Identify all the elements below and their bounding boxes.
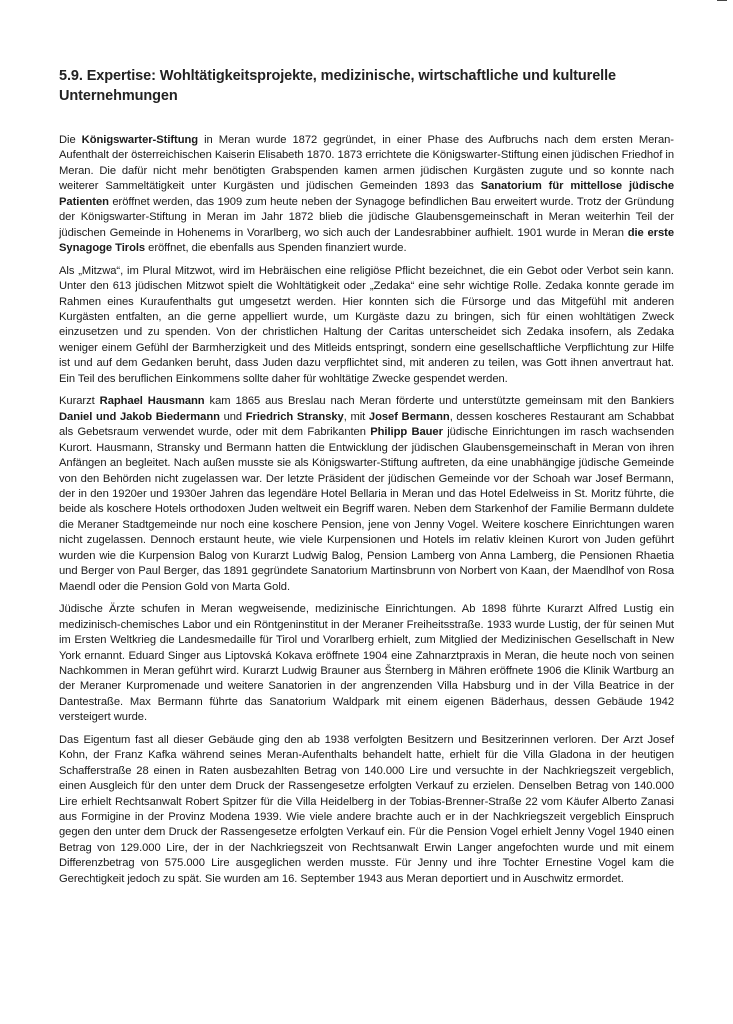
paragraph-mitzwa-zedaka — [59, 264, 674, 388]
paragraph-juedische-aerzte — [59, 602, 674, 726]
document-body — [59, 133, 674, 887]
section-heading: 5.9. Expertise: Wohltätigkeitsprojekte, medizinische, wirtschaftliche und kulturelle Unternehmungen — [59, 68, 616, 104]
bold-term: die erste Synagoge Tirols — [59, 226, 674, 255]
scan-corner-mark — [717, 0, 727, 1]
document-page — [59, 0, 674, 887]
bold-term: Daniel und Jakob Biedermann — [59, 410, 220, 423]
bold-term: Josef Bermann — [368, 410, 450, 423]
text-run: Das Eigentum fast all dieser Gebäude ging den ab 1938 verfolgten Besitzern und Besitzerinnen verloren. Der Arzt Josef Kohn, der Franz Kafka während seines Meran-Aufenthalts behandelt hatte, erhielt für die Villa Gladona in der heutigen Schafferstraße 28 einen in Raten ausbezahlten Betrag von 140.000 Lire und versuchte in der Nachkriegszeit vergeblich, einen Ausgleich für den unter dem Druck der Rassengesetze erfolgten Verkauf zu erzielen. Denselben Betrag von 140.000 Lire erhielt Rechtsanwalt Robert Spitzer für die Villa Heidelberg in der Tobias-Brenner-Straße 22 vom Käufer Alberto Zanasi aus Formigine in der Provinz Modena 1939. Wie viele andere brachte auch er in der Nachkriegszeit vergeblich Einspruch gegen den unter dem Druck der Rassengesetze erfolgten Verkauf ein. Für die Pension Vogel erhielt Jenny Vogel 1940 einen Betrag von 129.000 Lire, der in der Nachkriegszeit von Rechtsanwalt Erwin Langer angefochten wurde und mit einem Differenzbetrag von 575.000 Lire ausgeglichen werden musste. Für Jenny und ihre Tochter Ernestine Vogel kam die Gerechtigkeit jedoch zu spät. Sie wurden am 16. September 1943 aus Meran deportiert und in Auschwitz ermordet. — [59, 733, 674, 885]
text-run: Jüdische Ärzte schufen in Meran wegweisende, medizinische Einrichtungen. Ab 1898 führte Kurarzt Alfred Lustig ein medizinisch-chemisches Labor und ein Röntgeninstitut in der Meraner Freiheitsstraße. 1933 wurde Lustig, der für seinen Mut im Ersten Weltkrieg die Landesmedaille für Tirol und Vorarlberg erhielt, zum Mitglied der Medizinischen Gesellschaft in New York ernannt. Eduard Singer aus Liptovská Kokava eröffnete 1904 eine Zahnarztpraxis in Meran, die heute noch von seinen Nachkommen in Meran geführt wird. Kurarzt Ludwig Brauner aus Šternberg in Mähren eröffnete 1906 die Klinik Wartburg an der Meraner Kurpromenade und weitere Sanatorien in der angrenzenden Villa Habsburg und in der Villa Beatrice in der Dantestraße. Max Bermann führte das Sanatorium Waldpark mit einem eigenen Bäderhaus, dessen Gebäude 1942 versteigert wurde. — [59, 603, 674, 724]
text-run: , dessen koscheres Restaurant am Schabbat als Gebetsraum verwendet wurde, oder mit dem Fabrikanten — [59, 410, 674, 439]
text-run: in Meran wurde 1872 gegründet, in einer Phase des Aufbruchs nach dem ersten Meran-Aufenthalt der österreichischen Kaiserin Elisabeth 1870. 1873 errichtete die Königswarter-Stiftung einen jüdischen Friedhof in Meran. Die dafür nicht mehr benötigten Grabspenden kamen armen jüdischen Kurgästen zugute und so konnte nach weiterer Sammeltätigkeit unter Kurgästen und jüdischen Gemeinden 1893 das — [59, 134, 674, 193]
text-run: eröffnet, die ebenfalls aus Spenden finanziert wurde. — [145, 242, 407, 255]
text-run: Die — [59, 134, 82, 146]
text-run: kam 1865 aus Breslau nach Meran förderte und unterstützte gemeinsam mit den Bankiers — [204, 395, 674, 408]
text-run: jüdische Einrichtungen im rasch wachsenden Kurort. Hausmann, Stransky und Bermann hatten die Entwicklung der jüdischen Glaubensgemeinschaft in Meran von ihren Anfängen an begleitet. Nach außen musste sie als Königswarter-Stiftung auftreten, da eine unabhängige jüdische Gemeinde von den Behörden nicht zugelassen war. Der letzte Präsident der jüdischen Gemeinde vor der Schoah war Josef Bermann, der in den 1920er und 1930er Jahren das legendäre Hotel Bellaria in Meran und das Hotel Edelweiss in St. Moritz führte, die beide als koschere Hotels orthodoxen Juden weltweit ein Begriff waren. Neben dem Starkenhof der Familie Bermann duldete die Meraner Stadtgemeinde nur noch eine koschere Pension, jene von Jenny Vogel. Weitere koschere Einrichtungen waren nicht zugelassen. Dennoch erstaunt heute, wie viele Kurpensionen und Hotels im relativ kleinen Kurort von Juden geführt wurden wie die Kurpension Balog von Kurarzt Ludwig Balog, Pension Lamberg von Anna Lamberg, die Pensionen Rhaetia und Berger von Paul Berger, das 1891 gegründete Sanatorium Martinsbrunn von Norbert von Kaan, der Maendlhof von Rosa Maendl oder die Pension Gold von Marta Gold. — [59, 426, 674, 593]
text-run: Kurarzt — [59, 395, 100, 408]
text-run: Als „Mitzwa“, im Plural Mitzwot, wird im Hebräischen eine religiöse Pflicht bezeichnet, die ein Gebot oder Verbot sein kann. Unter den 613 jüdischen Mitzwot spielt die Wohltätigkeit oder „Zedaka“ eine sehr wichtige Rolle. Zedaka konnte gerade im Rahmen eines Kuraufenthalts gut umgesetzt werden. Hier konnten sich die Fürsorge und das Mitgefühl mit anderen Kurgästen entfalten, an die gerne appelliert wurde, um Kurgäste dazu zu bringen, sich für einen wohltätigen Zweck einzusetzen und zu spenden. Von der christlichen Haltung der Caritas unterscheidet sich Zedaka insofern, als Zedaka weniger einem Gefühl der Barmherzigkeit und des Mitleids entspringt, sondern eine gesellschaftliche Verpflichtung zur Hilfe ist und auf dem Gedanken beruht, dass Juden dazu verpflichtet sind, mit anderen zu teilen, was Gott ihnen anvertraut hat. Ein Teil des beruflichen Einkommens sollte daher für wohltätige Zwecke gespendet werden. — [59, 264, 674, 385]
text-run: und — [219, 410, 246, 423]
bold-term: Philipp Bauer — [370, 426, 443, 439]
bold-term: Friedrich Stransky — [245, 410, 344, 423]
paragraph-hausmann-bermann — [59, 394, 674, 595]
bold-term: Königswarter-Stiftung — [81, 134, 199, 146]
paragraph-eigentum-verloren — [59, 733, 674, 888]
text-run: , mit — [343, 410, 369, 423]
paragraph-koenigswarter-stiftung — [59, 133, 674, 257]
bold-term: Raphael Hausmann — [99, 395, 205, 408]
text-run: eröffnet werden, das 1909 zum heute neben der Synagoge befindlichen Bau erweitert wurde. Trotz der Gründung der Königswarter-Stiftung in Meran im Jahr 1872 blieb die jüdische Glaubensgemeinschaft in Meran weiterhin Teil der jüdischen Gemeinde in Hohenems in Vorarlberg, wo sich auch der Landesrabbiner aufhielt. 1901 wurde in Meran — [59, 195, 674, 239]
bold-term: Sanatorium für mittellose jüdische Patienten — [59, 180, 674, 208]
